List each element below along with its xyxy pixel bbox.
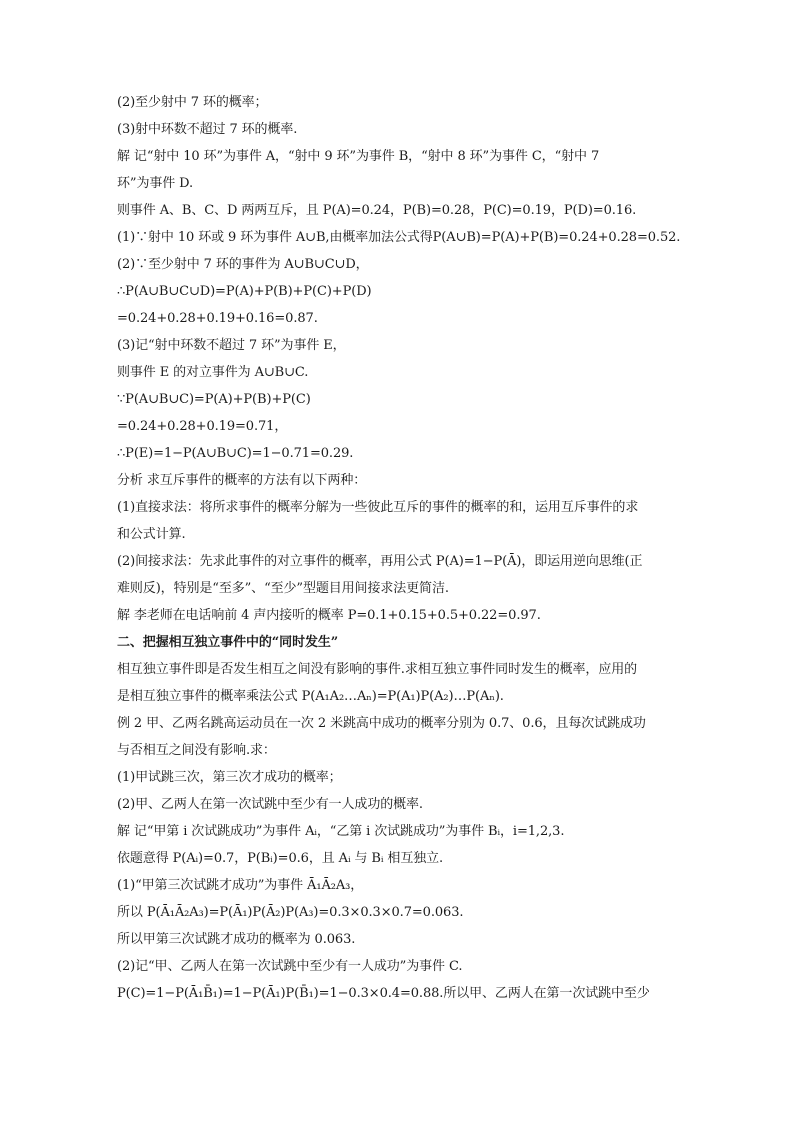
text-line: ∴P(E)=1−P(A∪B∪C)=1−0.71=0.29.: [117, 446, 354, 461]
text-line: (3)记“射中环数不超过 7 环”为事件 E，: [117, 338, 346, 353]
text-line: (3)射中环数不超过 7 环的概率.: [117, 122, 298, 137]
text-line: 环”为事件 D.: [117, 176, 194, 191]
text-line: ∵P(A∪B∪C)=P(A)+P(B)+P(C): [117, 392, 311, 407]
section-heading: 二、把握相互独立事件中的“同时发生”: [117, 635, 339, 650]
text-line: 和公式计算.: [117, 527, 186, 542]
text-line: =0.24+0.28+0.19=0.71，: [117, 419, 288, 434]
text-line: 例 2 甲、乙两名跳高运动员在一次 2 米跳高中成功的概率分别为 0.7、0.6，且每次试跳成功: [117, 716, 646, 731]
text-line: ∴P(A∪B∪C∪D)=P(A)+P(B)+P(C)+P(D): [117, 284, 372, 299]
text-line: (2)至少射中 7 环的概率；: [117, 95, 268, 110]
text-line: 依题意得 P(Aᵢ)=0.7，P(Bᵢ)=0.6，且 Aᵢ 与 Bᵢ 相互独立.: [117, 851, 444, 866]
text-line: 分析 求互斥事件的概率的方法有以下两种：: [117, 473, 367, 488]
text-line: (2)∵至少射中 7 环的事件为 A∪B∪C∪D，: [117, 257, 369, 272]
text-line: (1)直接求法：将所求事件的概率分解为一些彼此互斥的事件的概率的和，运用互斥事件的求: [117, 500, 639, 515]
text-line: 难则反)，特别是“至多”、“至少”型题目用间接求法更简洁.: [117, 581, 449, 596]
document-body: [117, 89, 687, 1007]
text-line: 所以 P(Ā₁Ā₂A₃)=P(Ā₁)P(Ā₂)P(A₃)=0.3×0.3×0.7=0.063.: [117, 905, 464, 920]
text-line: 是相互独立事件的概率乘法公式 P(A₁A₂…Aₙ)=P(A₁)P(A₂)…P(Aₙ).: [117, 689, 504, 704]
text-line: =0.24+0.28+0.19+0.16=0.87.: [117, 311, 318, 326]
text-line: 所以甲第三次试跳才成功的概率为 0.063.: [117, 932, 356, 947]
text-line: P(C)=1−P(Ā₁B̄₁)=1−P(Ā₁)P(B̄₁)=1−0.3×0.4=0.88.所以甲、乙两人在第一次试跳中至少: [117, 986, 650, 1001]
text-line: (2)记“甲、乙两人在第一次试跳中至少有一人成功”为事件 C.: [117, 959, 463, 974]
text-line: 解 李老师在电话响前 4 声内接听的概率 P=0.1+0.15+0.5+0.22=0.97.: [117, 608, 541, 623]
text-line: 则事件 E 的对立事件为 A∪B∪C.: [117, 365, 309, 380]
text-line: (2)甲、乙两人在第一次试跳中至少有一人成功的概率.: [117, 797, 423, 812]
text-line: (1)甲试跳三次，第三次才成功的概率；: [117, 770, 342, 785]
text-line: 则事件 A、B、C、D 两两互斥，且 P(A)=0.24，P(B)=0.28，P(C)=0.19，P(D)=0.16.: [117, 203, 637, 218]
text-line: 相互独立事件即是否发生相互之间没有影响的事件.求相互独立事件同时发生的概率，应用的: [117, 662, 638, 677]
text-line: (2)间接求法：先求此事件的对立事件的概率，再用公式 P(A)=1−P(Ā)，即运用逆向思维(正: [117, 554, 643, 569]
text-line: 解 记“射中 10 环”为事件 A，“射中 9 环”为事件 B，“射中 8 环”为事件 C，“射中 7: [117, 149, 600, 164]
text-line: 与否相互之间没有影响.求：: [117, 743, 276, 758]
text-line: (1)∵射中 10 环或 9 环为事件 A∪B,由概率加法公式得P(A∪B)=P(A)+P(B)=0.24+0.28=0.52.: [117, 230, 681, 245]
text-line: 解 记“甲第 i 次试跳成功”为事件 Aᵢ，“乙第 i 次试跳成功”为事件 Bᵢ，i=1,2,3.: [117, 824, 565, 839]
text-line: (1)“甲第三次试跳才成功”为事件 Ā₁Ā₂A₃，: [117, 878, 364, 893]
